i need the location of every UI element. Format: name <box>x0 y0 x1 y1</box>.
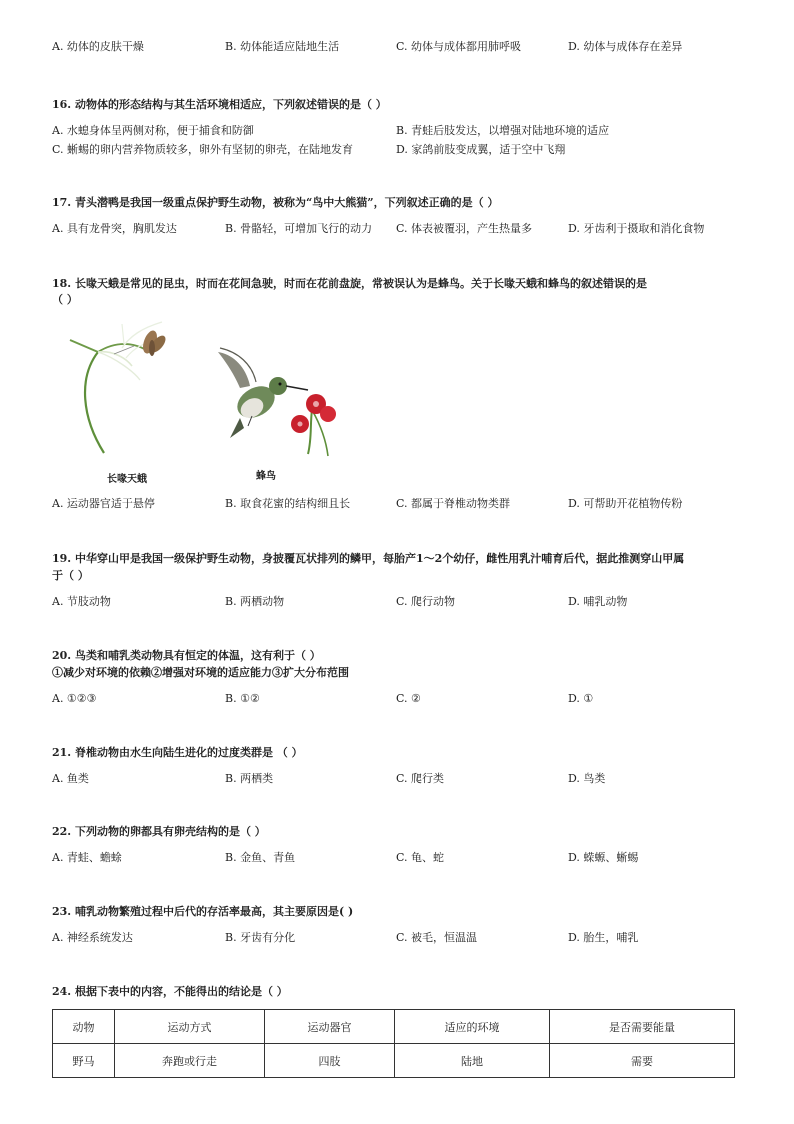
q18-stem-blank: （ ） <box>52 293 78 306</box>
q23-option-a: A. 神经系统发达 <box>52 931 133 944</box>
q20-stem: 20. 鸟类和哺乳类动物具有恒定的体温，这有利于（ ） <box>52 649 321 662</box>
q20-option-b: B. ①② <box>225 692 260 705</box>
q16-option-c: C. 蜥蜴的卵内营养物质较多，卵外有坚韧的卵壳，在陆地发育 <box>52 143 354 156</box>
q22-option-c: C. 龟、蛇 <box>396 851 445 864</box>
q20-option-a: A. ①②③ <box>52 692 97 705</box>
table-row <box>53 1044 735 1078</box>
table-header-row <box>53 1010 735 1044</box>
q23-option-c: C. 被毛，恒温温 <box>396 931 478 944</box>
q20-option-c: C. ② <box>396 692 421 705</box>
q15-option-c: C. 幼体与成体都用肺呼吸 <box>396 40 522 53</box>
q19-stem-continued: 于（ ） <box>52 569 89 582</box>
hummingbird-caption: 蜂鸟 <box>256 471 276 482</box>
q15-option-a: A. 幼体的皮肤干燥 <box>52 40 144 53</box>
q22-stem: 22. 下列动物的卵都具有卵壳结构的是（ ） <box>52 825 266 838</box>
table-header-cell: 动物 <box>53 1010 115 1044</box>
q22-option-d: D. 蝾螈、蜥蜴 <box>568 851 639 864</box>
moth-caption: 长喙天蛾 <box>107 474 147 485</box>
q23-stem: 23. 哺乳动物繁殖过程中后代的存活率最高，其主要原因是( ) <box>52 905 354 918</box>
moth-flower-image <box>64 318 174 458</box>
q17-stem: 17. 青头潜鸭是我国一级重点保护野生动物，被称为“鸟中大熊猫”，下列叙述正确的是（ ） <box>52 196 499 209</box>
q22-option-b: B. 金鱼、青鱼 <box>225 851 296 864</box>
q18-option-b: B. 取食花蜜的结构细且长 <box>225 497 351 510</box>
q21-option-c: C. 爬行类 <box>396 772 445 785</box>
q18-stem: 18. 长喙天蛾是常见的昆虫，时而在花间急驶，时而在花前盘旋，常被误认为是蜂鸟。关于长喙天蛾和蜂鸟的叙述错误的是 <box>52 277 647 290</box>
q21-option-a: A. 鱼类 <box>52 772 89 785</box>
q16-option-a: A. 水螅身体呈两侧对称，便于捕食和防御 <box>52 124 254 137</box>
q18-option-c: C. 都属于脊椎动物类群 <box>396 497 511 510</box>
q23-option-b: B. 牙齿有分化 <box>225 931 296 944</box>
q19-option-c: C. 爬行动物 <box>396 595 456 608</box>
table-cell: 四肢 <box>265 1044 395 1078</box>
table-header-cell: 适应的环境 <box>395 1010 550 1044</box>
q16-stem: 16. 动物体的形态结构与其生活环境相适应，下列叙述错误的是（ ） <box>52 98 387 111</box>
q23-option-d: D. 胎生，哺乳 <box>568 931 639 944</box>
q15-option-d: D. 幼体与成体存在差异 <box>568 40 683 53</box>
table-cell: 需要 <box>550 1044 735 1078</box>
table-cell: 陆地 <box>395 1044 550 1078</box>
q19-option-d: D. 哺乳动物 <box>568 595 628 608</box>
q20-option-d: D. ① <box>568 692 594 705</box>
q18-option-a: A. 运动器官适于悬停 <box>52 497 155 510</box>
q24-table <box>52 1009 735 1078</box>
q17-option-b: B. 骨骼轻，可增加飞行的动力 <box>225 222 373 235</box>
table-header-cell: 运动器官 <box>265 1010 395 1044</box>
q19-stem: 19. 中华穿山甲是我国一级保护野生动物，身披覆瓦状排列的鳞甲，每胎产1～2个幼仔，雌性用乳汁哺育后代，据此推测穿山甲属 <box>52 552 685 565</box>
q18-option-d: D. 可帮助开花植物传粉 <box>568 497 683 510</box>
hummingbird-image <box>212 344 342 462</box>
q21-option-b: B. 两栖类 <box>225 772 274 785</box>
q15-option-b: B. 幼体能适应陆地生活 <box>225 40 340 53</box>
table-cell: 野马 <box>53 1044 115 1078</box>
q17-option-a: A. 具有龙骨突，胸肌发达 <box>52 222 177 235</box>
table-header-cell: 运动方式 <box>115 1010 265 1044</box>
table-cell: 奔跑或行走 <box>115 1044 265 1078</box>
q19-option-b: B. 两栖动物 <box>225 595 285 608</box>
q17-option-d: D. 牙齿利于摄取和消化食物 <box>568 222 705 235</box>
q21-option-d: D. 鸟类 <box>568 772 606 785</box>
q16-option-b: B. 青蛙后肢发达，以增强对陆地环境的适应 <box>396 124 610 137</box>
q16-option-d: D. 家鸽前肢变成翼，适于空中飞翔 <box>396 143 566 156</box>
q24-stem: 24. 根据下表中的内容，不能得出的结论是（ ） <box>52 985 288 998</box>
q21-stem: 21. 脊椎动物由水生向陆生进化的过度类群是 （ ） <box>52 746 303 759</box>
q17-option-c: C. 体表被覆羽，产生热量多 <box>396 222 533 235</box>
q20-statements: ①减少对环境的依赖②增强对环境的适应能力③扩大分布范围 <box>52 666 349 679</box>
q19-option-a: A. 节肢动物 <box>52 595 111 608</box>
q22-option-a: A. 青蛙、蟾蜍 <box>52 851 122 864</box>
table-header-cell: 是否需要能量 <box>550 1010 735 1044</box>
